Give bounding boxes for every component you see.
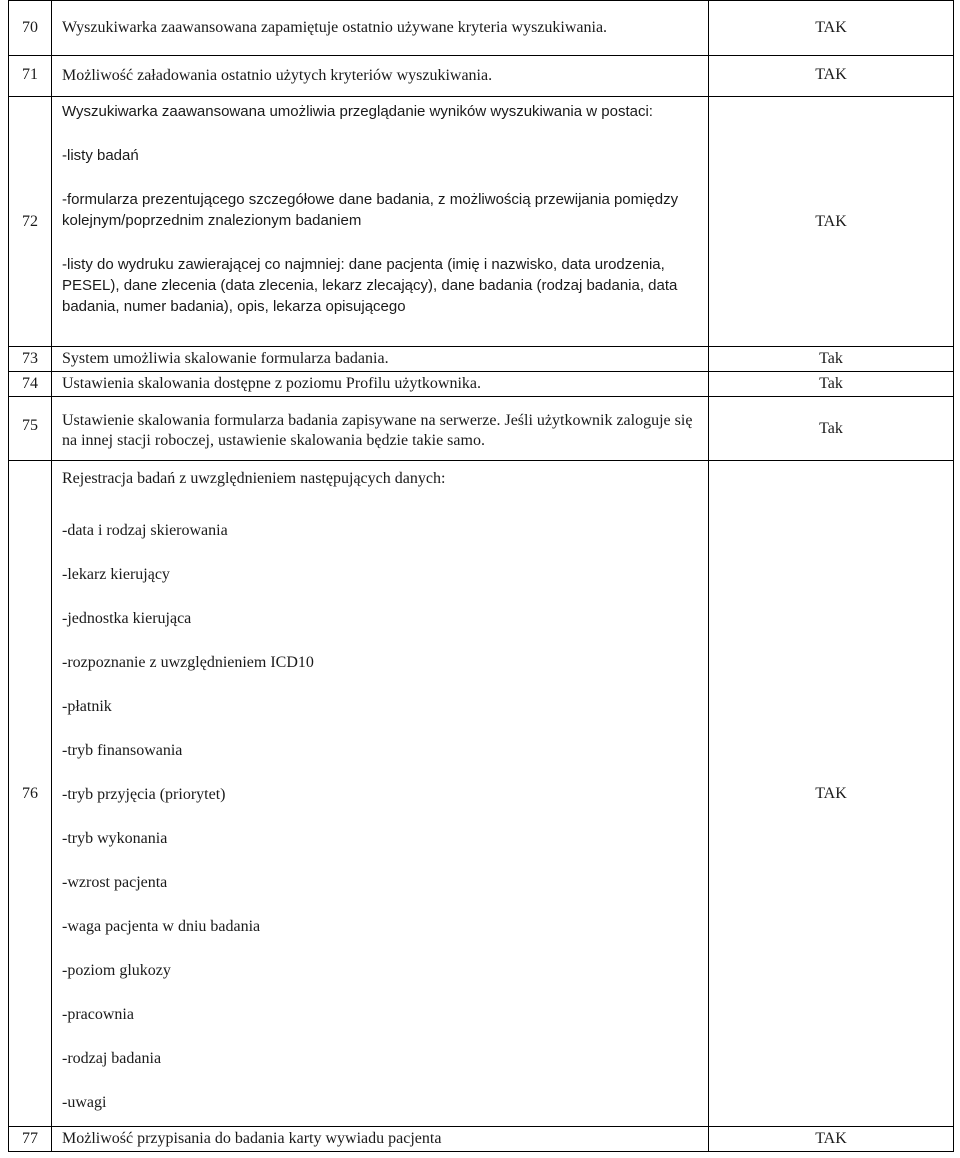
list-item: -data i rodzaj skierowania (62, 522, 228, 539)
table-row-76 (9, 461, 954, 1127)
table-row-72 (9, 97, 954, 347)
list-item: -tryb wykonania (62, 830, 168, 847)
list-item: -tryb przyjęcia (priorytet) (62, 786, 226, 803)
table-row-77 (9, 1127, 954, 1152)
row-value: TAK (709, 97, 954, 347)
row-description: Wyszukiwarka zaawansowana zapamiętuje ostatnio używane kryteria wyszukiwania. (52, 1, 709, 56)
row-description: Ustawienie skalowania formularza badania zapisywane na serwerze. Jeśli użytkownik zaloguje się na innej stacji roboczej, ustawienie skalowania będzie takie samo. (52, 397, 709, 461)
criteria-list (62, 521, 702, 1113)
list-item: -rozpoznanie z uwzględnieniem ICD10 (62, 654, 314, 671)
list-item: -płatnik (62, 698, 112, 715)
row-number: 73 (9, 347, 52, 372)
table-row-71 (9, 56, 954, 97)
list-item: -jednostka kierująca (62, 610, 192, 627)
row-number: 74 (9, 372, 52, 397)
table-row-74 (9, 372, 954, 397)
requirements-table (8, 0, 954, 1152)
table-row-70 (9, 1, 954, 56)
row-paragraph: -listy badań (62, 147, 139, 164)
row-description: System umożliwia skalowanie formularza badania. (52, 347, 709, 372)
row-paragraph: -listy do wydruku zawierającej co najmniej: dane pacjenta (imię i nazwisko, data urodzenia, PESEL), dane zlecenia (data zlecenia, lekarz zlecający), dane badania (rodzaj badania, data badania, numer badania), opis, lekarza opisującego (62, 256, 678, 315)
list-item: -rodzaj badania (62, 1050, 162, 1067)
row-value: TAK (709, 1, 954, 56)
row-number: 70 (9, 1, 52, 56)
row-description: Możliwość załadowania ostatnio użytych kryteriów wyszukiwania. (52, 56, 709, 97)
list-item: -waga pacjenta w dniu badania (62, 918, 261, 935)
list-item: -wzrost pacjenta (62, 874, 168, 891)
row-paragraph: -formularza prezentującego szczegółowe dane badania, z możliwością przewijania pomiędzy kolejnym/poprzednim znalezionym badaniem (62, 191, 679, 229)
row-value: TAK (709, 461, 954, 1127)
row-description: Ustawienia skalowania dostępne z poziomu Profilu użytkownika. (52, 372, 709, 397)
row-value: TAK (709, 1127, 954, 1152)
row-value: Tak (709, 372, 954, 397)
list-item: -pracownia (62, 1006, 134, 1023)
row-number: 77 (9, 1127, 52, 1152)
row-description (52, 97, 709, 347)
row-description: Możliwość przypisania do badania karty wywiadu pacjenta (52, 1127, 709, 1152)
list-item: -poziom glukozy (62, 962, 171, 979)
row-intro: Rejestracja badań z uwzględnieniem następujących danych: (62, 470, 446, 487)
row-description (52, 461, 709, 1127)
row-number: 75 (9, 397, 52, 461)
row-number: 76 (9, 461, 52, 1127)
list-item: -lekarz kierujący (62, 566, 170, 583)
row-value: Tak (709, 397, 954, 461)
list-item: -uwagi (62, 1094, 107, 1111)
row-value: TAK (709, 56, 954, 97)
row-number: 72 (9, 97, 52, 347)
row-number: 71 (9, 56, 52, 97)
row-paragraph: Wyszukiwarka zaawansowana umożliwia przeglądanie wyników wyszukiwania w postaci: (62, 103, 653, 120)
row-value: Tak (709, 347, 954, 372)
table-row-73 (9, 347, 954, 372)
list-item: -tryb finansowania (62, 742, 183, 759)
table-row-75 (9, 397, 954, 461)
